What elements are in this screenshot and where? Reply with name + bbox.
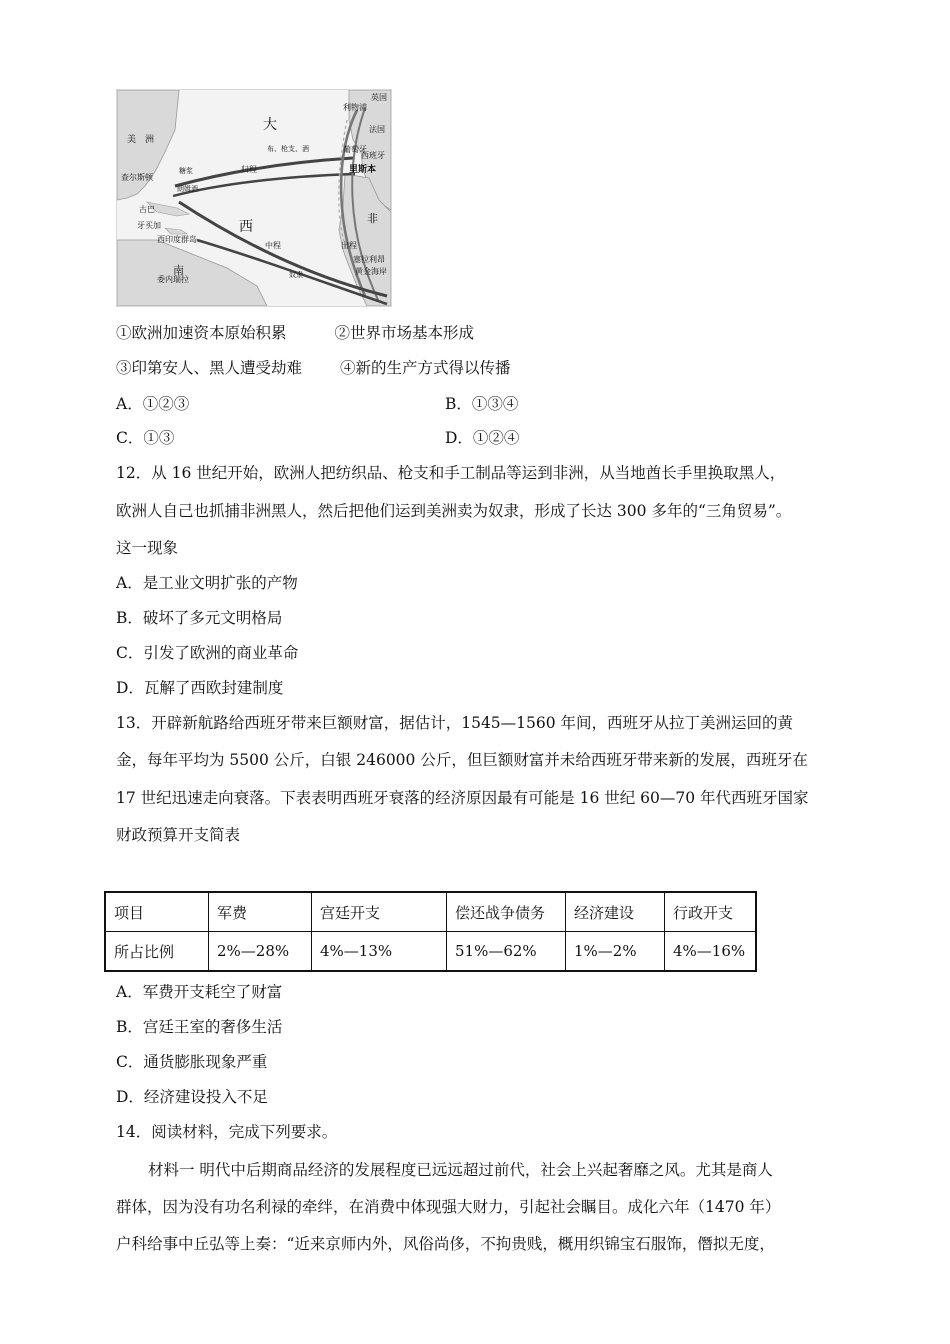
q11-statement-4: ④新的生产方式得以传播 <box>340 359 511 377</box>
map-label-gold-coast: 黄金海岸 <box>355 267 387 276</box>
map-label-venezuela: 委内瑞拉 <box>157 275 189 284</box>
q11-choice-c[interactable]: C．①③ <box>116 429 175 447</box>
q13-choice-c[interactable]: C．通货膨胀现象严重 <box>116 1053 268 1071</box>
table-header-cell: 经济建设 <box>566 892 665 932</box>
table-cell: 4%—13% <box>312 932 447 972</box>
map-label-spain: 西班牙 <box>361 151 385 160</box>
q11-statement-2: ②世界市场基本形成 <box>334 324 475 342</box>
table-header-cell: 项目 <box>105 892 209 932</box>
q12-choice-c[interactable]: C．引发了欧洲的商业革命 <box>116 644 299 662</box>
table-row <box>105 932 756 972</box>
map-label-xi: 西 <box>239 219 253 235</box>
q11-statement-3: ③印第安人、黑人遭受劫难 <box>116 359 303 377</box>
table-header-cell: 行政开支 <box>665 892 757 932</box>
map-label-rum: 朗姆酒 <box>177 185 198 193</box>
q12-choice-a[interactable]: A．是工业文明扩张的产物 <box>116 574 298 592</box>
q12-choice-b[interactable]: B．破坏了多元文明格局 <box>116 609 283 627</box>
q12-stem-line-1: 12．从 16 世纪开始，欧洲人把纺织品、枪支和手工制品等运到非洲，从当地酋长手里换取黑人， <box>116 464 786 482</box>
q14-stem-line-1: 14．阅读材料，完成下列要求。 <box>116 1123 338 1141</box>
map-label-middle: 中程 <box>265 241 281 250</box>
triangular-trade-map <box>116 89 392 307</box>
map-label-france: 法国 <box>369 125 385 134</box>
map-label-fei: 非 <box>367 212 378 225</box>
map-label-sierra-leone: 塞拉利昂 <box>353 255 385 264</box>
map-label-america: 美 洲 <box>127 135 155 145</box>
map-label-goods: 布、枪支、酒 <box>267 145 309 153</box>
q13-stem-line-4: 财政预算开支简表 <box>116 826 241 844</box>
table-header-cell: 偿还战争债务 <box>447 892 566 932</box>
map-label-slaves: 奴隶 <box>289 271 303 279</box>
map-label-nan: 南 <box>173 264 184 277</box>
map-label-jamaica: 牙买加 <box>137 221 161 230</box>
map-label-molasses: 糖浆 <box>179 167 193 175</box>
q13-choice-b[interactable]: B．宫廷王室的奢侈生活 <box>116 1018 283 1036</box>
table-cell: 1%—2% <box>566 932 665 972</box>
q11-statements-row-2 <box>116 358 511 378</box>
q13-stem-line-2: 金，每年平均为 5500 公斤，白银 246000 公斤，但巨额财富并未给西班牙带来新的发展，西班牙在 <box>116 751 808 769</box>
map-label-da: 大 <box>263 117 277 133</box>
q11-statement-1: ①欧洲加速资本原始积累 <box>116 324 287 342</box>
q12-choice-d[interactable]: D．瓦解了西欧封建制度 <box>116 679 284 697</box>
q11-choice-d[interactable]: D．①②④ <box>445 429 520 447</box>
map-label-outward: 出程 <box>341 241 357 250</box>
table-header-cell: 军费 <box>209 892 312 932</box>
q13-choice-d[interactable]: D．经济建设投入不足 <box>116 1088 268 1106</box>
q11-choice-b[interactable]: B．①③④ <box>445 395 519 413</box>
map-label-portugal: 葡萄牙 <box>343 145 367 154</box>
q12-stem-line-3: 这一现象 <box>116 539 179 557</box>
q14-material-line-2: 群体，因为没有功名利禄的牵绊，在消费中体现强大财力，引起社会瞩目。成化六年（1470 年） <box>116 1198 781 1216</box>
table-header-cell: 宫廷开支 <box>312 892 447 932</box>
table-cell: 51%—62% <box>447 932 566 972</box>
q13-stem-line-1: 13．开辟新航路给西班牙带来巨额财富，据估计，1545—1560 年间，西班牙从拉丁美洲运回的黄 <box>116 714 794 732</box>
q11-statements-row-1 <box>116 323 474 343</box>
map-label-charleston: 查尔斯顿 <box>121 173 153 182</box>
map-label-return: 归程 <box>241 165 257 174</box>
q14-material-line-3: 户科给事中丘弘等上奏：“近来京师内外，风俗尚侈，不拘贵贱，概用织锦宝石服饰，僭拟无度， <box>116 1235 775 1253</box>
q11-choice-a[interactable]: A．①②③ <box>116 395 190 413</box>
q13-stem-line-3: 17 世纪迅速走向衰落。下表表明西班牙衰落的经济原因最有可能是 16 世纪 60—70 年代西班牙国家 <box>116 789 809 807</box>
map-label-cuba: 古巴 <box>139 205 155 214</box>
table-cell: 4%—16% <box>665 932 757 972</box>
map-label-lisbon: 里斯本 <box>349 165 377 175</box>
table-cell: 所占比例 <box>105 932 209 972</box>
table-header-row <box>105 892 756 932</box>
spain-budget-table <box>104 891 757 972</box>
map-label-britain: 英国 <box>371 93 387 102</box>
map-label-liverpool: 利物浦 <box>343 103 367 112</box>
q14-material-line-1: 材料一 明代中后期商品经济的发展程度已远远超过前代，社会上兴起奢靡之风。尤其是商人 <box>148 1161 773 1179</box>
map-label-west-indies: 西印度群岛 <box>157 235 197 244</box>
q13-choice-a[interactable]: A．军费开支耗空了财富 <box>116 983 283 1001</box>
table-cell: 2%—28% <box>209 932 312 972</box>
q12-stem-line-2: 欧洲人自己也抓捕非洲黑人，然后把他们运到美洲卖为奴隶，形成了长达 300 多年的“三角贸易”。 <box>116 502 792 520</box>
